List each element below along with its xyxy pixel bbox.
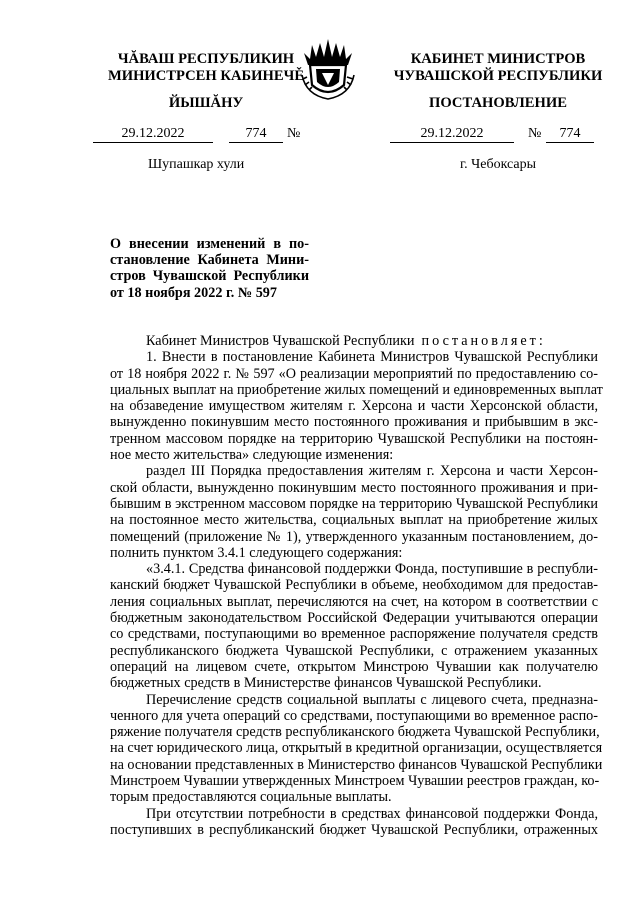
subject-line: стров Чувашской Республики <box>110 268 309 285</box>
doc-type-left: ЙЫШĂНУ <box>168 95 244 111</box>
date-right: 29.12.2022 <box>390 126 514 143</box>
body-line: «3.4.1. Средства финансовой поддержки Фонда, поступившие в республи- <box>146 561 598 578</box>
body-line: канский бюджет Чувашской Республики в объеме, необходимом для предостав- <box>110 577 598 594</box>
header-right-line1: КАБИНЕТ МИНИСТРОВ <box>410 51 586 67</box>
subject-line: от 18 ноября 2022 г. № 597 <box>110 284 277 301</box>
doc-type-right: ПОСТАНОВЛЕНИЕ <box>429 95 567 111</box>
body-line: на основании представленных в Министерство финансов Чувашской Республики <box>110 756 603 773</box>
number-sign-left: № <box>287 126 301 141</box>
body-line: ряжение получателя средств республиканского бюджета Чувашской Республики, <box>110 724 600 741</box>
body-line: бюджетным законодательством Российской Федерации учитываются операции <box>110 610 598 627</box>
body-line: на обзаведение имуществом жителям г. Херсона и части Херсонской области, <box>110 398 598 415</box>
place-left: Шупашкар хули <box>148 157 245 172</box>
date-left: 29.12.2022 <box>93 126 213 143</box>
body-line: от 18 ноября 2022 г. № 597 «О реализации мероприятий по предоставлению со- <box>110 365 598 382</box>
intro-line <box>110 333 598 349</box>
number-right: 774 <box>546 126 594 143</box>
body-line: раздел III Порядка предоставления жителям г. Херсона и части Херсон- <box>146 463 598 480</box>
document-subject <box>110 236 309 301</box>
header-left <box>95 51 317 85</box>
subject-line: становление Кабинета Мини- <box>110 252 309 269</box>
body-line: на счет юридического лица, открытый в кредитной организации, осуществляется <box>110 740 603 757</box>
body-line: операций на лицевом счете, открытом Минстрою Чувашии как получателю <box>110 658 598 675</box>
body-line: торым предоставляются социальные выплаты. <box>110 789 392 806</box>
body-line: со средствами, поступающими во временное распоряжение получателя средств <box>110 626 598 643</box>
body-line: тренном массовом порядке на территорию Чувашской Республики на постоян- <box>110 430 598 447</box>
body-line: Минстроем Чувашии утвержденных Минстроем Чувашии реестров граждан, ко- <box>110 773 600 790</box>
body-line: бывшим в экстренном массовом порядке на территорию Чувашской Республики <box>110 495 598 512</box>
body-line: ской области, вынужденно покинувшим место постоянного проживания и при- <box>110 479 598 496</box>
number-left: 774 <box>229 126 283 143</box>
intro-prefix: Кабинет Министров Чувашской Республики <box>146 333 415 349</box>
date-number-right <box>390 126 605 143</box>
body-line: полнить пунктом 3.4.1 следующего содержания: <box>110 544 403 561</box>
body-line: ления социальных выплат, перечисляются на счет, на котором в соответствии с <box>110 593 598 610</box>
subject-line: О внесении изменений в по- <box>110 236 309 252</box>
header-right <box>392 51 604 85</box>
emblem-icon <box>300 35 356 101</box>
date-number-left <box>93 126 323 143</box>
body-line: бюджетных средств в Министерстве финансов Чувашской Республики. <box>110 675 542 692</box>
body-line: ное место жительства» следующие изменения: <box>110 447 394 464</box>
body-line: циальных выплат на приобретение жилых помещений и единовременных выплат <box>110 381 603 398</box>
body-line: на постоянное место жительства, социальных выплат на приобретение жилых <box>110 512 598 529</box>
intro-verb: постановляет: <box>421 333 546 349</box>
body-line: 1. Внести в постановление Кабинета Министров Чувашской Республики <box>146 349 598 366</box>
body-line: При отсутствии потребности в средствах финансовой поддержки Фонда, <box>146 805 598 822</box>
body-line: республиканского бюджета Чувашской Республики, с отражением указанных <box>110 642 598 659</box>
header-left-line2: МИНИСТРСЕН КАБИНЕЧĚ <box>107 68 305 84</box>
body-line: помещений (приложение № 1), утвержденного указанным постановлением, до- <box>110 528 598 545</box>
header-right-line2: ЧУВАШСКОЙ РЕСПУБЛИКИ <box>393 68 603 84</box>
place-right: г. Чебоксары <box>460 157 537 172</box>
number-sign-right: № <box>528 126 542 141</box>
header-left-line1: ЧĂВАШ РЕСПУБЛИКИН <box>117 51 295 67</box>
body-line: поступивших в республиканский бюджет Чувашской Республики, отраженных <box>110 821 598 838</box>
body-line: ченного для учета операций со средствами, поступающими во временное распо- <box>110 707 598 724</box>
body-line: Перечисление средств социальной выплаты с лицевого счета, предназна- <box>146 691 598 708</box>
body-line: вынужденно покинувшим место постоянного проживания и прибывшим в экс- <box>110 414 598 431</box>
document-body <box>110 333 603 838</box>
